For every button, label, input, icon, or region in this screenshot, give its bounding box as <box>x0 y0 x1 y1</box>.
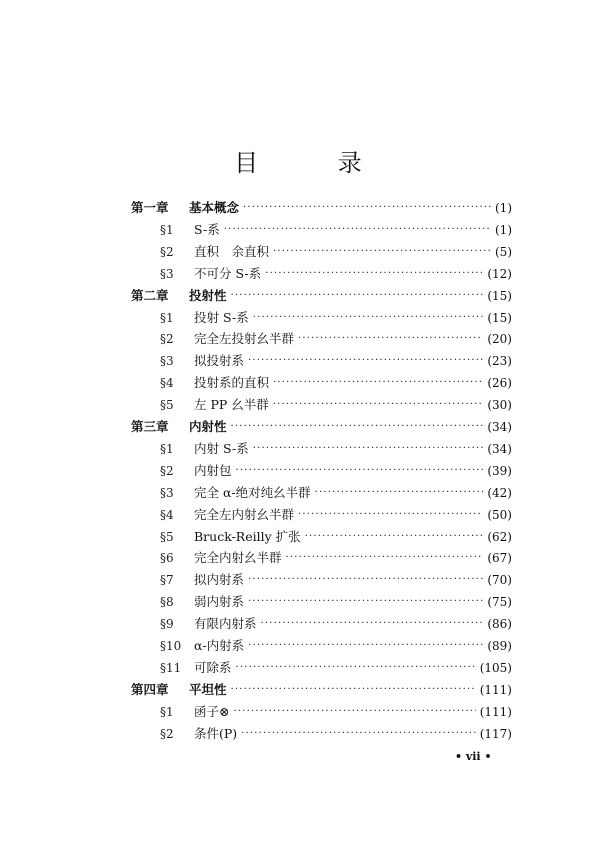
entry-page-number: (1) <box>495 201 512 215</box>
toc-chapter-entry <box>131 198 512 218</box>
entry-number: 第三章 <box>131 419 169 434</box>
entry-page-number: (67) <box>487 551 512 566</box>
entry-title: 拟内射系 <box>194 572 245 588</box>
dot-leader <box>248 570 483 590</box>
dot-leader <box>231 286 484 306</box>
dot-leader <box>273 242 491 262</box>
entry-number: §11 <box>160 660 182 675</box>
entry-number: §5 <box>160 398 174 413</box>
entry-page-number: (1) <box>495 222 512 237</box>
entry-page-number: (34) <box>487 441 512 456</box>
entry-number: §3 <box>160 354 174 369</box>
entry-title: α-内射系 <box>194 638 245 653</box>
entry-title: 平坦性 <box>189 681 227 697</box>
entry-page-number: (50) <box>487 507 512 522</box>
entry-title: 完全左内射幺半群 <box>194 506 295 522</box>
entry-number: §1 <box>160 441 174 456</box>
entry-page-number: (111) <box>479 682 512 697</box>
entry-number: §3 <box>160 485 174 500</box>
entry-number: §1 <box>160 704 174 719</box>
entry-title: 内射性 <box>189 419 227 434</box>
entry-title: Bruck-Reilly 扩张 <box>194 528 301 544</box>
dot-leader <box>265 264 483 284</box>
entry-title: 可除系 <box>194 659 232 675</box>
toc-section-entry <box>160 505 512 525</box>
dot-leader <box>286 548 484 568</box>
entry-number: §10 <box>160 639 182 653</box>
entry-number: §2 <box>160 463 174 478</box>
page-title: 目 录 <box>234 149 398 177</box>
toc-section-entry <box>160 570 512 590</box>
entry-number: §7 <box>160 573 174 588</box>
entry-number: §1 <box>160 222 174 237</box>
entry-number: §9 <box>160 617 174 632</box>
entry-number: §5 <box>160 529 174 544</box>
entry-page-number: (75) <box>487 595 512 610</box>
toc-section-entry <box>160 702 512 722</box>
toc-section-entry <box>160 242 512 262</box>
toc-section-entry <box>160 308 512 328</box>
entry-page-number: (15) <box>487 288 512 303</box>
entry-page-number: (34) <box>487 420 512 434</box>
entry-page-number: (86) <box>487 617 512 632</box>
dot-leader <box>253 439 484 459</box>
dot-leader <box>248 592 483 612</box>
entry-title: 内射 S-系 <box>194 440 249 456</box>
entry-title: 完全内射幺半群 <box>194 550 282 566</box>
entry-title: 完全 α-绝对纯幺半群 <box>194 484 311 500</box>
entry-number: §3 <box>160 266 174 281</box>
toc-section-entry <box>160 439 512 459</box>
dot-leader <box>305 527 484 547</box>
toc-section-entry <box>160 329 512 349</box>
toc-section-entry <box>160 658 512 678</box>
entry-title: 投射系的直积 <box>194 375 270 391</box>
toc-section-entry <box>160 636 512 656</box>
toc-section-entry <box>160 483 512 503</box>
entry-title: 内射包 <box>194 462 232 478</box>
entry-number: §4 <box>160 507 174 522</box>
dot-leader <box>241 724 476 744</box>
dot-leader <box>261 614 484 634</box>
entry-number: §1 <box>160 310 174 325</box>
toc-section-entry <box>160 461 512 481</box>
toc-chapter-entry <box>131 680 512 700</box>
toc-section-entry <box>160 264 512 284</box>
toc-section-entry <box>160 351 512 371</box>
toc-chapter-entry <box>131 417 512 437</box>
entry-number: §8 <box>160 595 174 610</box>
entry-page-number: (111) <box>479 704 512 719</box>
entry-title: 投射性 <box>189 287 227 303</box>
page-number-footer: • vii • <box>455 750 492 763</box>
toc-section-entry <box>160 724 512 744</box>
dot-leader <box>273 395 484 415</box>
entry-title: 条件(P) <box>194 725 238 741</box>
entry-number: 第二章 <box>131 287 169 303</box>
entry-page-number: (30) <box>487 398 512 413</box>
entry-number: §2 <box>160 332 174 347</box>
dot-leader <box>233 702 475 722</box>
toc-section-entry <box>160 614 512 634</box>
toc-section-entry <box>160 373 512 393</box>
entry-page-number: (15) <box>487 310 512 325</box>
dot-leader <box>243 198 491 218</box>
dot-leader <box>231 417 484 437</box>
dot-leader <box>315 483 484 503</box>
entry-title: 函子⊗ <box>194 703 230 719</box>
entry-number: 第四章 <box>131 681 169 697</box>
toc-section-entry <box>160 395 512 415</box>
entry-page-number: (117) <box>479 726 512 741</box>
toc-chapter-entry <box>131 286 512 306</box>
entry-page-number: (5) <box>495 244 512 259</box>
entry-number: §6 <box>160 551 174 566</box>
dot-leader <box>231 680 476 700</box>
entry-number: §2 <box>160 244 174 259</box>
toc-section-entry <box>160 220 512 240</box>
entry-page-number: (105) <box>479 660 512 675</box>
entry-number: §2 <box>160 726 174 741</box>
entry-page-number: (42) <box>487 485 512 500</box>
entry-number: §4 <box>160 376 174 391</box>
dot-leader <box>298 329 483 349</box>
dot-leader <box>236 461 484 481</box>
entry-page-number: (89) <box>487 639 512 653</box>
entry-title: 左 PP 幺半群 <box>194 397 269 413</box>
entry-title: 拟投射系 <box>194 353 245 369</box>
entry-page-number: (12) <box>487 266 512 281</box>
entry-title: 弱内射系 <box>194 594 245 610</box>
entry-page-number: (39) <box>487 463 512 478</box>
dot-leader <box>298 505 483 525</box>
entry-page-number: (70) <box>487 573 512 588</box>
dot-leader <box>236 658 476 678</box>
dot-leader <box>224 220 491 240</box>
dot-leader <box>253 308 484 328</box>
entry-number: 第一章 <box>131 200 169 215</box>
entry-title: 直积 余直积 <box>194 243 270 259</box>
toc-section-entry <box>160 527 512 547</box>
entry-page-number: (23) <box>487 354 512 369</box>
entry-page-number: (20) <box>487 332 512 347</box>
dot-leader <box>248 636 483 656</box>
entry-title: 基本概念 <box>189 200 240 215</box>
dot-leader <box>273 373 483 393</box>
dot-leader <box>248 351 483 371</box>
toc-section-entry <box>160 592 512 612</box>
entry-title: 投射 S-系 <box>194 309 249 325</box>
entry-page-number: (26) <box>487 376 512 391</box>
entry-title: 有限内射系 <box>194 616 257 632</box>
toc-section-entry <box>160 548 512 568</box>
entry-title: 完全左投射幺半群 <box>194 331 295 347</box>
entry-title: 不可分 S-系 <box>194 265 262 281</box>
entry-title: S-系 <box>194 221 220 237</box>
entry-page-number: (62) <box>487 529 512 544</box>
